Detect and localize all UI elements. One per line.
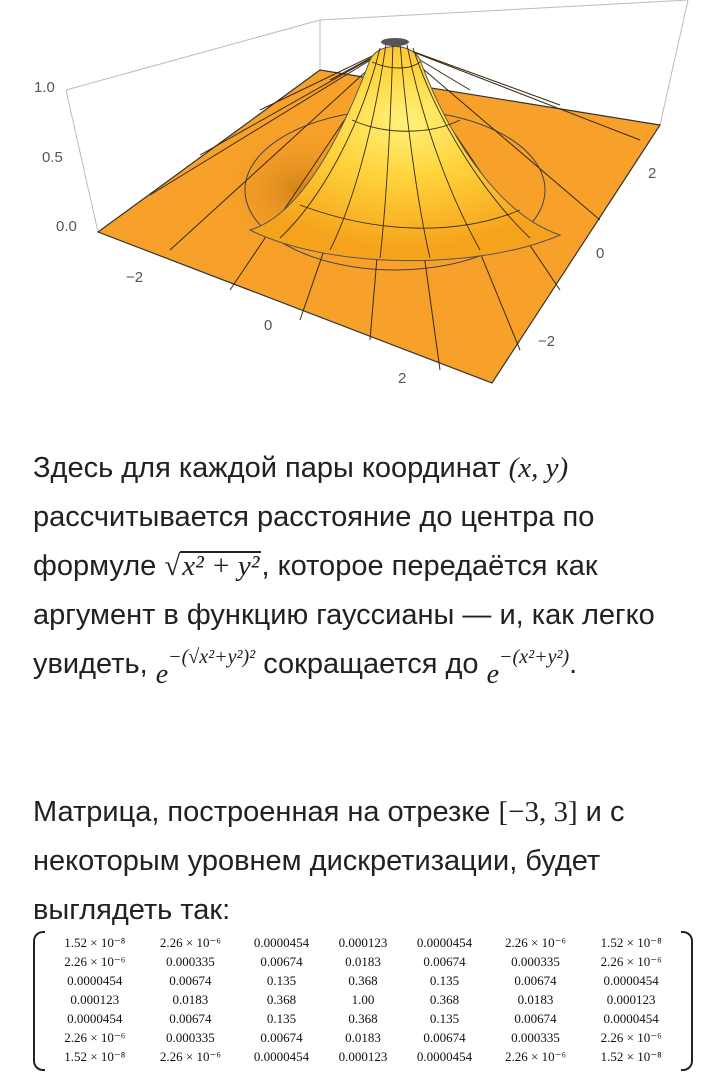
matrix-row: [47, 1009, 679, 1028]
sqrt-formula: x² + y²: [182, 550, 260, 582]
matrix-cell: 0.00674: [169, 972, 212, 988]
matrix-cell: 1.52 × 10⁻⁸: [600, 1048, 662, 1064]
matrix-cell: 0.0183: [172, 991, 209, 1007]
text-segment: .: [569, 648, 578, 680]
matrix-cell: 2.26 × 10⁻⁶: [600, 1029, 662, 1045]
matrix-cell: 0.0000454: [253, 934, 310, 950]
matrix-cell: 2.26 × 10⁻⁶: [64, 953, 126, 969]
x-tick-label: −2: [126, 269, 144, 286]
left-bracket: [33, 931, 45, 1071]
matrix-cell: 2.26 × 10⁻⁶: [64, 1029, 126, 1045]
matrix-table: [47, 933, 679, 1066]
matrix-cell: 0.0183: [345, 1029, 381, 1045]
text-segment: сокращается до: [255, 648, 487, 680]
matrix-row: [47, 933, 679, 952]
matrix-cell: 0.000335: [165, 1029, 215, 1045]
matrix-row: [47, 1047, 679, 1066]
matrix-row: [47, 971, 679, 990]
z-tick-label: 1.0: [34, 79, 55, 96]
matrix-cell: 0.0000454: [67, 1010, 123, 1026]
y-tick-label: 2: [648, 165, 657, 182]
gaussian-matrix: [33, 931, 693, 1071]
matrix-cell: 1.52 × 10⁻⁸: [64, 1048, 126, 1064]
matrix-cell: 0.00674: [260, 1029, 303, 1045]
matrix-cell: 1.52 × 10⁻⁸: [64, 934, 126, 950]
matrix-cell: 0.000123: [338, 934, 388, 950]
matrix-cell: 0.000335: [511, 953, 560, 969]
text-segment: , которое передаётся как аргумент в функцию гауссианы — и, как легко увидеть,: [33, 550, 655, 680]
z-tick-label: 0.0: [56, 218, 77, 235]
explanation-paragraph: Здесь для каждой пары координат (x, y) рассчитывается расстояние до центра по формуле √x² + y², которое передаётся как аргумент в функцию гауссианы — и, как легко увидеть, $e^{-(√x^2+y^2)^2}$ сокращается до $e^{-(x^2+y^2)}$.: [33, 452, 655, 690]
matrix-row: [47, 952, 679, 971]
matrix-cell: 0.368: [429, 991, 460, 1007]
matrix-row: [47, 990, 679, 1009]
matrix-cell: 0.00674: [423, 1029, 466, 1045]
exp-base: e: [155, 659, 169, 690]
matrix-cell: 0.00674: [260, 953, 303, 969]
matrix-cell: 1.00: [351, 991, 375, 1007]
matrix-cell: 0.0000454: [603, 1010, 659, 1026]
matrix-cell: 2.26 × 10⁻⁶: [159, 934, 221, 950]
coords-formula: (x, y): [508, 452, 569, 484]
matrix-intro-paragraph: [33, 788, 693, 935]
matrix-cell: 0.00674: [423, 953, 466, 969]
exp-power: −(√x²+y²)²: [168, 646, 256, 668]
matrix-cell: 0.00674: [169, 1010, 212, 1026]
matrix-cell: 0.0183: [345, 953, 381, 969]
matrix-cell: 2.26 × 10⁻⁶: [505, 1048, 567, 1064]
matrix-cell: 0.000335: [165, 953, 215, 969]
matrix-cell: 0.135: [266, 1010, 297, 1026]
exp-base: e: [486, 659, 500, 690]
matrix-cell: 0.0000454: [67, 972, 123, 988]
matrix-cell: 0.00674: [514, 972, 557, 988]
interval-formula: [−3, 3]: [498, 796, 578, 828]
matrix-cell: 2.26 × 10⁻⁶: [600, 953, 662, 969]
text-segment: Матрица, построенная на отрезке: [33, 796, 499, 828]
matrix-cell: 0.0000454: [416, 1048, 473, 1064]
matrix-cell: 1.52 × 10⁻⁸: [600, 934, 662, 950]
matrix-cell: 0.368: [348, 972, 378, 988]
matrix-cell: 0.0183: [517, 991, 554, 1007]
text-segment: Здесь для каждой пары координат: [33, 452, 509, 484]
matrix-cell: 0.368: [348, 1010, 378, 1026]
x-tick-label: 2: [398, 370, 407, 387]
matrix-cell: 2.26 × 10⁻⁶: [505, 934, 567, 950]
matrix-cell: 0.0000454: [253, 1048, 310, 1064]
z-tick-label: 0.5: [42, 149, 63, 166]
matrix-cell: 0.000123: [338, 1048, 388, 1064]
y-tick-label: 0: [596, 245, 605, 262]
right-bracket: [681, 931, 693, 1071]
matrix-cell: 0.368: [266, 991, 297, 1007]
y-tick-label: −2: [538, 333, 556, 350]
matrix-cell: 0.0000454: [416, 934, 473, 950]
matrix-cell: 0.00674: [514, 1010, 557, 1026]
text-segment: и с некоторым уровнем дискретизации, будет выглядеть так:: [33, 796, 625, 926]
exp-power: −(x²+y²): [499, 646, 570, 668]
matrix-cell: 0.0000454: [603, 972, 659, 988]
matrix-cell: 0.000123: [606, 991, 656, 1007]
matrix-cell: 0.000123: [70, 991, 120, 1007]
matrix-cell: 0.000335: [511, 1029, 560, 1045]
x-tick-label: 0: [264, 317, 273, 334]
text-segment: рассчитывается расстояние до центра по формуле: [33, 501, 595, 582]
matrix-cell: 0.135: [266, 972, 297, 988]
matrix-cell: 0.135: [429, 1010, 460, 1026]
gaussian-surface-plot: [0, 0, 720, 420]
matrix-row: [47, 1028, 679, 1047]
matrix-cell: 0.135: [429, 972, 460, 988]
matrix-cell: 2.26 × 10⁻⁶: [159, 1048, 221, 1064]
